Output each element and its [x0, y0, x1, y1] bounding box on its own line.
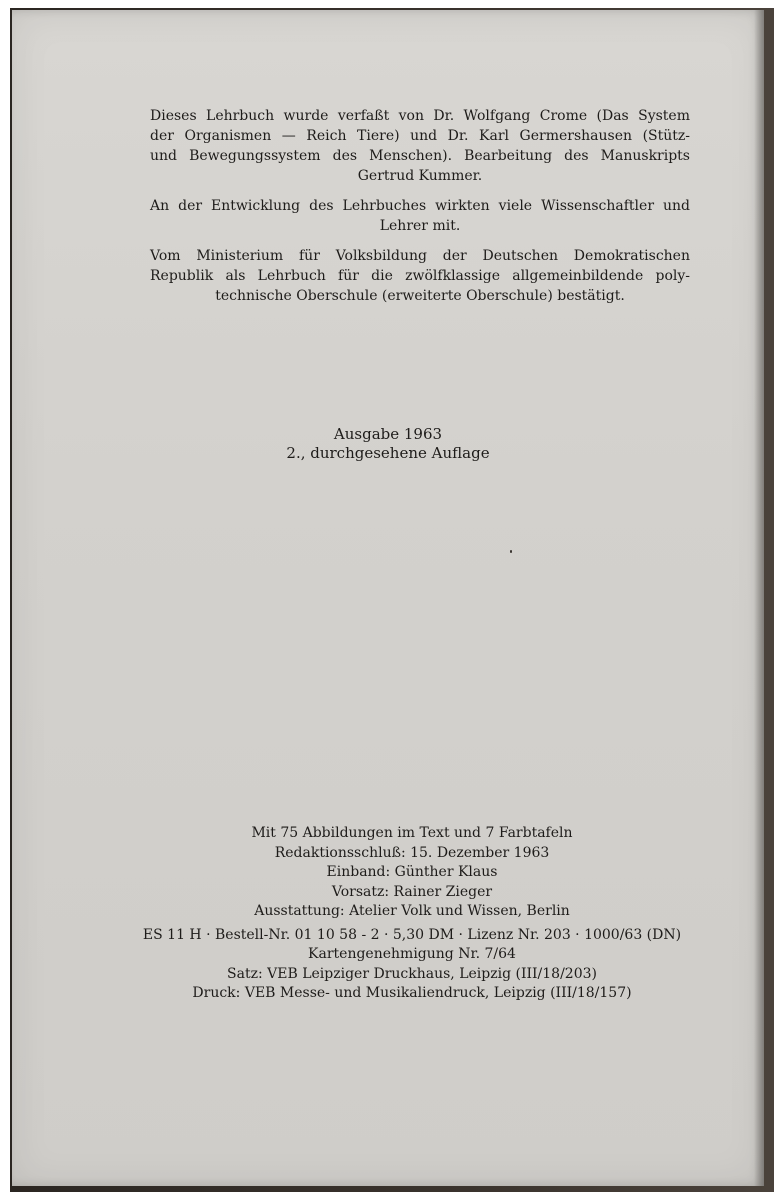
editorial-deadline: Redaktionsschluß: 15. Dezember 1963 [274, 844, 550, 861]
approval-line: Republik als Lehrbuch für die zwölfklassige allgemeinbildende poly- [150, 268, 690, 284]
printing-credit: Druck: VEB Messe- und Musikaliendruck, Leipzig (III/18/157) [192, 985, 632, 1001]
development-line: An der Entwicklung des Lehrbuches wirkten viele Wissenschaftler und [150, 198, 690, 214]
development-line: Lehrer mit. [379, 218, 461, 234]
approval-line: Vom Ministerium für Volksbildung der Deutschen Demokratischen [150, 248, 690, 264]
map-permit: Kartengenehmigung Nr. 7/64 [308, 946, 516, 962]
approval-line: technische Oberschule (erweiterte Oberschule) bestätigt. [215, 288, 625, 304]
design-credit: Ausstattung: Atelier Volk und Wissen, Berlin [254, 903, 570, 919]
credits-block [150, 106, 690, 316]
illustrations-note: Mit 75 Abbildungen im Text und 7 Farbtafeln [251, 825, 573, 841]
credits-line: Dieses Lehrbuch wurde verfaßt von Dr. Wolfgang Crome (Das System [150, 108, 690, 124]
authors-paragraph [150, 106, 690, 186]
credits-line: Gertrud Kummer. [357, 168, 483, 184]
paper-speck [510, 550, 512, 553]
edition-issue: Ausgabe 1963 [333, 425, 443, 443]
colophon-block [142, 824, 682, 1004]
order-line: ES 11 H · Bestell-Nr. 01 10 58 - 2 · 5,30 DM · Lizenz Nr. 203 · 1000/63 (DN) [142, 926, 682, 943]
endpaper-credit: Vorsatz: Rainer Zieger [331, 883, 493, 900]
typesetting-credit: Satz: VEB Leipziger Druckhaus, Leipzig (III/18/203) [227, 965, 597, 982]
credits-line: und Bewegungssystem des Menschen). Bearbeitung des Manuskripts [150, 148, 690, 164]
edition-printing: 2., durchgesehene Auflage [286, 444, 490, 462]
edition-block [12, 425, 764, 463]
binding-credit: Einband: Günther Klaus [326, 864, 498, 880]
book-page [12, 10, 764, 1186]
credits-line: der Organismen — Reich Tiere) und Dr. Karl Germershausen (Stütz- [150, 128, 690, 144]
approval-paragraph [150, 246, 690, 306]
development-paragraph [150, 196, 690, 236]
